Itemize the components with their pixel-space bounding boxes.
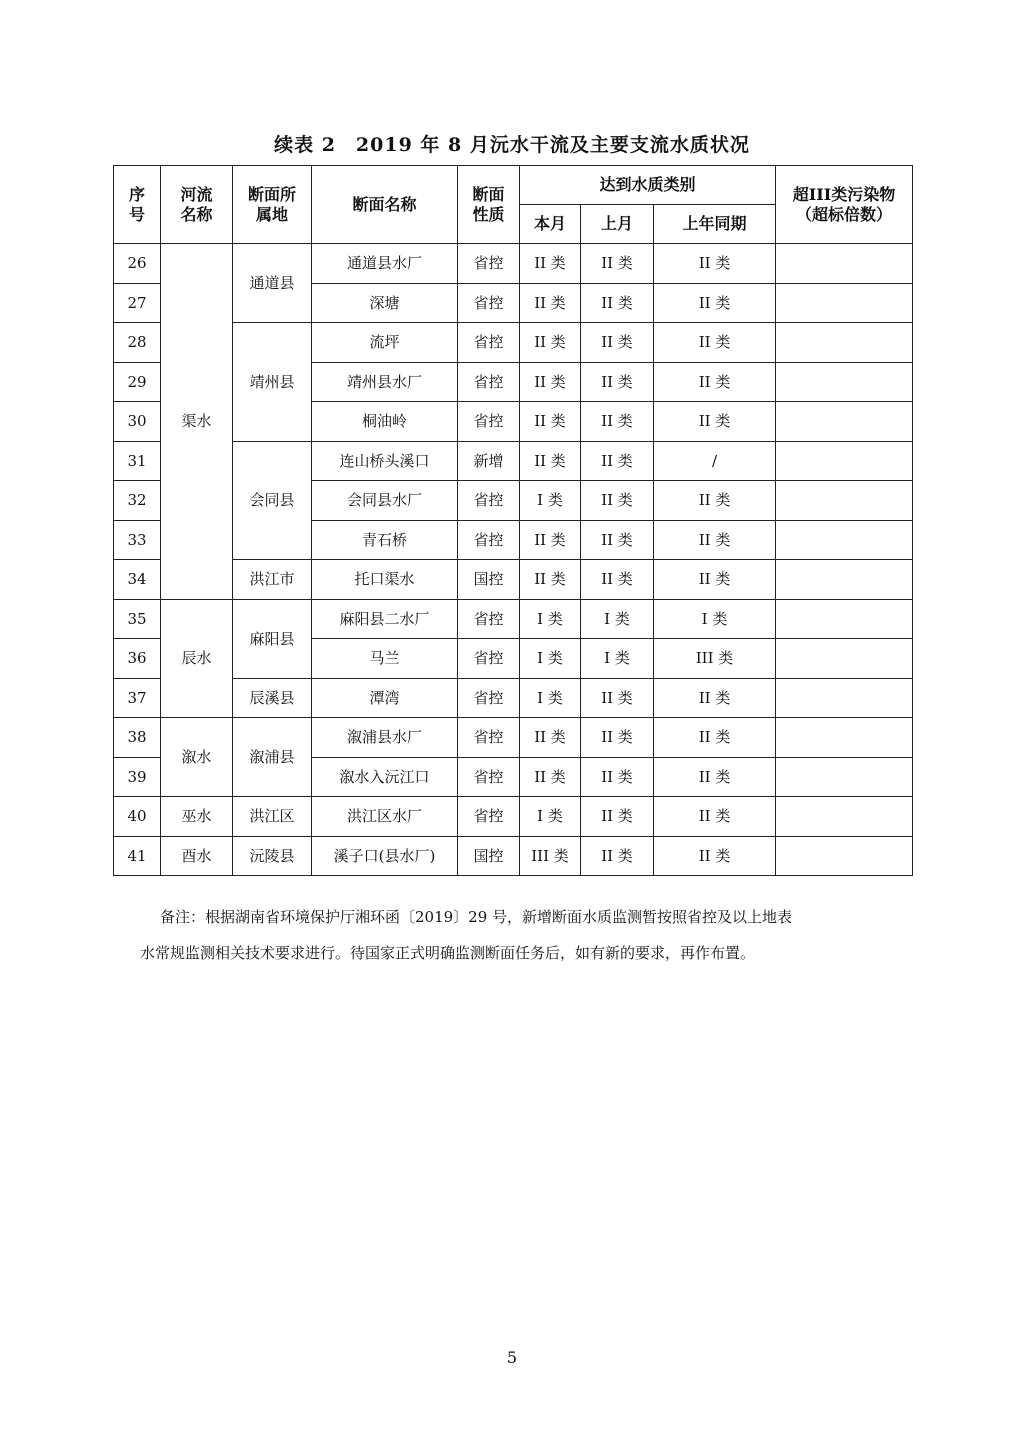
- seq-cell: 26: [114, 244, 161, 284]
- nature-cell: 省控: [458, 362, 520, 402]
- last-month-cell: II 类: [581, 244, 654, 284]
- river-cell: 酉水: [161, 836, 233, 876]
- exceed-cell: [776, 718, 913, 758]
- last-month-cell: II 类: [581, 520, 654, 560]
- table-row: [114, 244, 913, 284]
- exceed-cell: [776, 244, 913, 284]
- seq-cell: 30: [114, 402, 161, 442]
- seq-cell: 34: [114, 560, 161, 600]
- nature-cell: 省控: [458, 402, 520, 442]
- exceed-cell: [776, 481, 913, 521]
- col-exceed-header: 超III类污染物 （超标倍数）: [776, 166, 913, 244]
- section-name-cell: 流坪: [312, 323, 458, 363]
- last-month-cell: I 类: [581, 639, 654, 679]
- nature-cell: 省控: [458, 757, 520, 797]
- exceed-cell: [776, 402, 913, 442]
- section-name-cell: 桐油岭: [312, 402, 458, 442]
- last-year-cell: /: [654, 441, 776, 481]
- nature-cell: 省控: [458, 718, 520, 758]
- col-locality-header: 断面所 属地: [233, 166, 312, 244]
- last-year-cell: II 类: [654, 244, 776, 284]
- section-name-cell: 马兰: [312, 639, 458, 679]
- section-name-cell: 连山桥头溪口: [312, 441, 458, 481]
- last-year-cell: II 类: [654, 560, 776, 600]
- exceed-cell: [776, 797, 913, 837]
- locality-cell: 麻阳县: [233, 599, 312, 678]
- last-month-cell: II 类: [581, 283, 654, 323]
- nature-cell: 省控: [458, 244, 520, 284]
- table-row: [114, 836, 913, 876]
- seq-cell: 38: [114, 718, 161, 758]
- this-month-cell: II 类: [520, 244, 581, 284]
- seq-cell: 36: [114, 639, 161, 679]
- exceed-cell: [776, 639, 913, 679]
- table-row: [114, 599, 913, 639]
- section-name-cell: 潭湾: [312, 678, 458, 718]
- section-name-cell: 洪江区水厂: [312, 797, 458, 837]
- table-row: [114, 718, 913, 758]
- section-name-cell: 托口渠水: [312, 560, 458, 600]
- this-month-cell: II 类: [520, 362, 581, 402]
- section-name-cell: 通道县水厂: [312, 244, 458, 284]
- section-name-cell: 溪子口(县水厂): [312, 836, 458, 876]
- seq-cell: 39: [114, 757, 161, 797]
- last-year-cell: II 类: [654, 481, 776, 521]
- last-year-cell: II 类: [654, 678, 776, 718]
- last-year-cell: II 类: [654, 718, 776, 758]
- header-row-1: [114, 166, 913, 205]
- exceed-cell: [776, 599, 913, 639]
- river-cell: 渠水: [161, 244, 233, 600]
- last-year-cell: I 类: [654, 599, 776, 639]
- last-month-cell: II 类: [581, 757, 654, 797]
- table-row: [114, 323, 913, 363]
- this-month-cell: II 类: [520, 441, 581, 481]
- seq-cell: 37: [114, 678, 161, 718]
- exceed-cell: [776, 283, 913, 323]
- col-nature-header: 断面 性质: [458, 166, 520, 244]
- locality-cell: 洪江市: [233, 560, 312, 600]
- last-month-cell: II 类: [581, 323, 654, 363]
- nature-cell: 省控: [458, 283, 520, 323]
- nature-cell: 省控: [458, 678, 520, 718]
- last-month-cell: II 类: [581, 836, 654, 876]
- section-name-cell: 靖州县水厂: [312, 362, 458, 402]
- seq-cell: 41: [114, 836, 161, 876]
- last-month-cell: II 类: [581, 481, 654, 521]
- col-this-month-header: 本月: [520, 205, 581, 244]
- seq-cell: 31: [114, 441, 161, 481]
- last-month-cell: II 类: [581, 560, 654, 600]
- last-year-cell: II 类: [654, 362, 776, 402]
- this-month-cell: II 类: [520, 757, 581, 797]
- section-name-cell: 溆浦县水厂: [312, 718, 458, 758]
- exceed-cell: [776, 678, 913, 718]
- exceed-cell: [776, 836, 913, 876]
- this-month-cell: I 类: [520, 639, 581, 679]
- water-quality-table: [113, 165, 913, 876]
- locality-cell: 辰溪县: [233, 678, 312, 718]
- this-month-cell: III 类: [520, 836, 581, 876]
- river-cell: 溆水: [161, 718, 233, 797]
- locality-cell: 通道县: [233, 244, 312, 323]
- nature-cell: 省控: [458, 797, 520, 837]
- nature-cell: 省控: [458, 481, 520, 521]
- section-name-cell: 青石桥: [312, 520, 458, 560]
- river-cell: 巫水: [161, 797, 233, 837]
- exceed-cell: [776, 441, 913, 481]
- nature-cell: 国控: [458, 836, 520, 876]
- last-year-cell: II 类: [654, 402, 776, 442]
- this-month-cell: II 类: [520, 718, 581, 758]
- last-year-cell: II 类: [654, 836, 776, 876]
- seq-cell: 32: [114, 481, 161, 521]
- table-row: [114, 797, 913, 837]
- last-month-cell: II 类: [581, 718, 654, 758]
- last-month-cell: II 类: [581, 797, 654, 837]
- this-month-cell: I 类: [520, 797, 581, 837]
- river-cell: 辰水: [161, 599, 233, 718]
- nature-cell: 省控: [458, 639, 520, 679]
- nature-cell: 国控: [458, 560, 520, 600]
- table-title: 续表 2 2019 年 8 月沅水干流及主要支流水质状况: [274, 134, 750, 156]
- nature-cell: 省控: [458, 520, 520, 560]
- seq-cell: 27: [114, 283, 161, 323]
- section-name-cell: 麻阳县二水厂: [312, 599, 458, 639]
- last-month-cell: II 类: [581, 678, 654, 718]
- nature-cell: 省控: [458, 323, 520, 363]
- exceed-cell: [776, 323, 913, 363]
- this-month-cell: II 类: [520, 323, 581, 363]
- this-month-cell: II 类: [520, 402, 581, 442]
- table-row: [114, 678, 913, 718]
- this-month-cell: I 类: [520, 678, 581, 718]
- section-name-cell: 溆水入沅江口: [312, 757, 458, 797]
- locality-cell: 靖州县: [233, 323, 312, 442]
- last-month-cell: II 类: [581, 402, 654, 442]
- footnote-line-1: 备注：根据湖南省环境保护厅湘环函〔2019〕29 号，新增断面水质监测暂按照省控及以上地表: [160, 908, 793, 926]
- seq-cell: 29: [114, 362, 161, 402]
- table-row: [114, 560, 913, 600]
- seq-cell: 28: [114, 323, 161, 363]
- table-row: [114, 441, 913, 481]
- last-month-cell: II 类: [581, 362, 654, 402]
- col-class-group-header: 达到水质类别: [520, 166, 776, 205]
- this-month-cell: II 类: [520, 283, 581, 323]
- footnote-line-2: 水常规监测相关技术要求进行。待国家正式明确监测断面任务后，如有新的要求，再作布置。: [140, 944, 756, 962]
- exceed-cell: [776, 560, 913, 600]
- section-name-cell: 会同县水厂: [312, 481, 458, 521]
- last-year-cell: II 类: [654, 797, 776, 837]
- seq-cell: 35: [114, 599, 161, 639]
- col-last-year-header: 上年同期: [654, 205, 776, 244]
- this-month-cell: II 类: [520, 520, 581, 560]
- section-name-cell: 深塘: [312, 283, 458, 323]
- last-year-cell: II 类: [654, 757, 776, 797]
- this-month-cell: II 类: [520, 560, 581, 600]
- exceed-cell: [776, 520, 913, 560]
- last-year-cell: II 类: [654, 283, 776, 323]
- this-month-cell: I 类: [520, 481, 581, 521]
- col-last-month-header: 上月: [581, 205, 654, 244]
- nature-cell: 新增: [458, 441, 520, 481]
- exceed-cell: [776, 757, 913, 797]
- seq-cell: 33: [114, 520, 161, 560]
- col-river-header: 河流 名称: [161, 166, 233, 244]
- page-number: 5: [506, 1348, 518, 1367]
- last-year-cell: II 类: [654, 520, 776, 560]
- seq-cell: 40: [114, 797, 161, 837]
- last-month-cell: I 类: [581, 599, 654, 639]
- last-year-cell: III 类: [654, 639, 776, 679]
- locality-cell: 会同县: [233, 441, 312, 560]
- this-month-cell: I 类: [520, 599, 581, 639]
- locality-cell: 溆浦县: [233, 718, 312, 797]
- col-section-name-header: 断面名称: [312, 166, 458, 244]
- last-year-cell: II 类: [654, 323, 776, 363]
- locality-cell: 洪江区: [233, 797, 312, 837]
- last-month-cell: II 类: [581, 441, 654, 481]
- locality-cell: 沅陵县: [233, 836, 312, 876]
- nature-cell: 省控: [458, 599, 520, 639]
- exceed-cell: [776, 362, 913, 402]
- col-seq-header: 序 号: [114, 166, 161, 244]
